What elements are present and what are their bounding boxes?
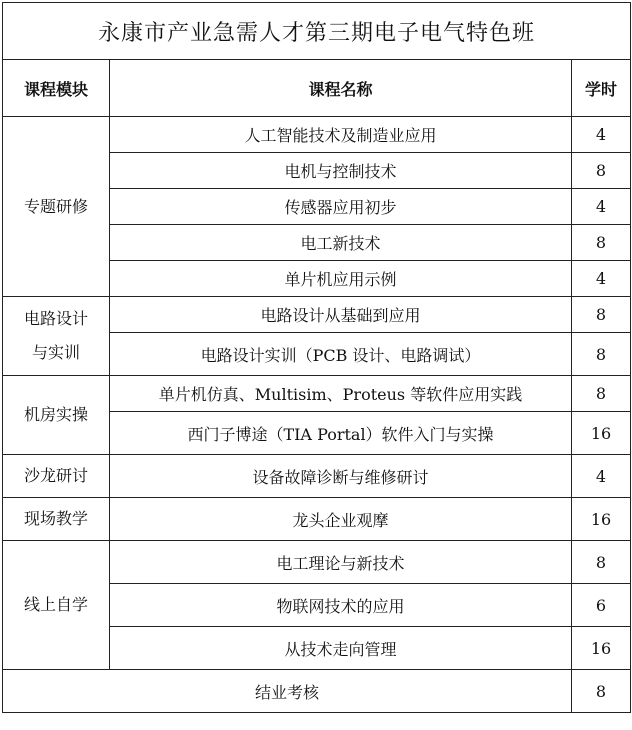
course-hours: 8 <box>572 297 631 333</box>
module-cell: 现场教学 <box>3 498 110 541</box>
course-hours: 16 <box>572 412 631 455</box>
header-course-name: 课程名称 <box>110 60 572 117</box>
final-assessment: 结业考核 <box>3 670 572 713</box>
course-hours: 8 <box>572 541 631 584</box>
course-name: 电路设计实训（PCB 设计、电路调试） <box>110 333 572 376</box>
course-hours: 4 <box>572 261 631 297</box>
course-hours: 6 <box>572 584 631 627</box>
table-row <box>3 297 631 333</box>
course-hours: 8 <box>572 376 631 412</box>
course-name: 电工理论与新技术 <box>110 541 572 584</box>
table-row <box>3 455 631 498</box>
course-hours: 4 <box>572 455 631 498</box>
module-cell <box>3 297 110 376</box>
module-cell: 专题研修 <box>3 117 110 297</box>
course-hours: 4 <box>572 117 631 153</box>
course-name: 物联网技术的应用 <box>110 584 572 627</box>
course-name: 龙头企业观摩 <box>110 498 572 541</box>
course-name: 传感器应用初步 <box>110 189 572 225</box>
table-row <box>3 376 631 412</box>
table-title: 永康市产业急需人才第三期电子电气特色班 <box>3 3 631 60</box>
course-hours: 8 <box>572 153 631 189</box>
course-name: 人工智能技术及制造业应用 <box>110 117 572 153</box>
course-name: 设备故障诊断与维修研讨 <box>110 455 572 498</box>
header-module: 课程模块 <box>3 60 110 117</box>
course-name: 从技术走向管理 <box>110 627 572 670</box>
course-table <box>2 2 631 713</box>
table-row <box>3 498 631 541</box>
course-name: 单片机仿真、Multisim、Proteus 等软件应用实践 <box>110 376 572 412</box>
module-line: 电路设计 <box>23 309 88 328</box>
course-name: 电工新技术 <box>110 225 572 261</box>
course-name: 电路设计从基础到应用 <box>110 297 572 333</box>
course-name: 单片机应用示例 <box>110 261 572 297</box>
course-hours: 8 <box>572 225 631 261</box>
course-hours: 8 <box>572 333 631 376</box>
header-hours: 学时 <box>572 60 631 117</box>
table-row <box>3 670 631 713</box>
course-hours: 16 <box>572 627 631 670</box>
module-cell: 沙龙研讨 <box>3 455 110 498</box>
course-name: 西门子博途（TIA Portal）软件入门与实操 <box>110 412 572 455</box>
final-hours: 8 <box>572 670 631 713</box>
course-name: 电机与控制技术 <box>110 153 572 189</box>
module-line: 与实训 <box>31 343 80 362</box>
course-hours: 4 <box>572 189 631 225</box>
course-hours: 16 <box>572 498 631 541</box>
table-row <box>3 541 631 584</box>
module-cell: 机房实操 <box>3 376 110 455</box>
table-row <box>3 117 631 153</box>
module-cell: 线上自学 <box>3 541 110 670</box>
